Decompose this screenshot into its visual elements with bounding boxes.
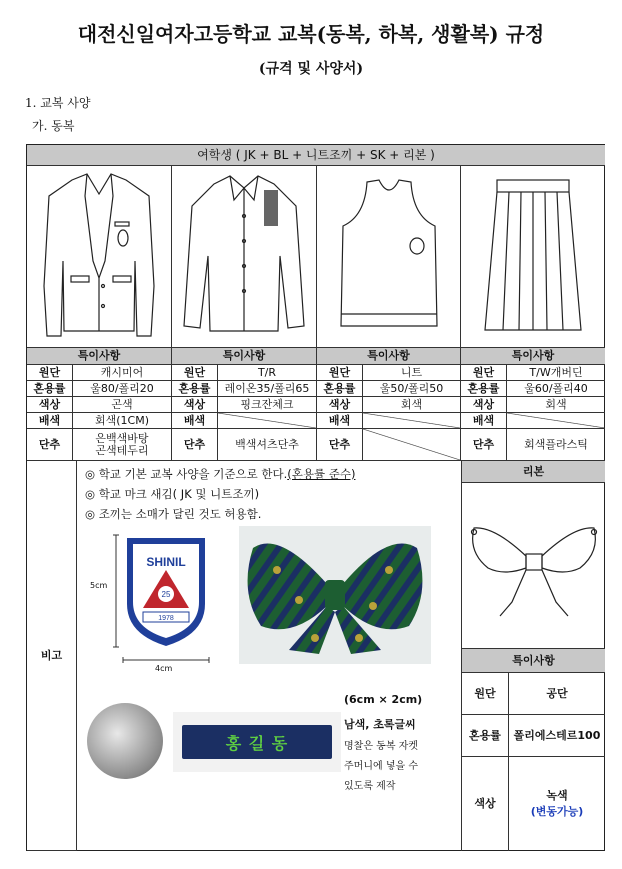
subsection-heading: 가. 동복 <box>32 119 75 133</box>
ribbon-spec-value-text: 공단 <box>546 686 568 700</box>
spec-label-blouse: 배색 <box>172 413 218 429</box>
spec-label-skirt: 혼용률 <box>461 381 507 397</box>
blouse-illustration <box>172 166 317 348</box>
spec-header-skirt: 특이사항 <box>461 348 605 365</box>
spec-value-blouse: 레이온35/폴리65 <box>218 381 317 397</box>
emblem-dimension-lines <box>109 531 219 671</box>
ribbon-spec-value-text: 폴리에스테르100 <box>513 728 601 742</box>
spec-value-skirt: 회색플라스틱 <box>507 429 605 461</box>
ribbon-spec-value <box>509 673 605 715</box>
spec-label-jacket: 단추 <box>27 429 73 461</box>
spec-value-blouse: 백색셔츠단추 <box>218 429 317 461</box>
spec-value-vest: 회색 <box>363 397 461 413</box>
spec-value-blouse: T/R <box>218 365 317 381</box>
spec-label-vest: 혼용률 <box>317 381 363 397</box>
ribbon-spec-label: 원단 <box>461 673 509 715</box>
spec-label-skirt: 색상 <box>461 397 507 413</box>
spec-value-jacket: 캐시미어 <box>73 365 172 381</box>
spec-label-jacket: 배색 <box>27 413 73 429</box>
note-1-text: ◎ 학교 기본 교복 사양을 기준으로 한다. <box>85 467 288 481</box>
spec-label-skirt: 원단 <box>461 365 507 381</box>
spec-value-vest: 니트 <box>363 365 461 381</box>
spec-label-skirt: 단추 <box>461 429 507 461</box>
spec-value-vest: 울50/폴리50 <box>363 381 461 397</box>
vest-illustration <box>317 166 461 348</box>
spec-label-jacket: 색상 <box>27 397 73 413</box>
school-badge-photo <box>87 703 163 779</box>
emblem-width-label: 4cm <box>155 664 173 673</box>
skirt-illustration <box>461 166 605 348</box>
uniform-spec-table <box>26 144 605 851</box>
emblem-number: 25 <box>161 590 171 599</box>
spec-label-blouse: 혼용률 <box>172 381 218 397</box>
note-3: ◎ 조끼는 소매가 달린 것도 허용함. <box>85 507 262 521</box>
ribbon-spec-label: 색상 <box>461 757 509 851</box>
spec-value-vest <box>363 429 461 461</box>
spec-label-vest: 원단 <box>317 365 363 381</box>
remarks-label: 비고 <box>27 461 77 851</box>
spec-value-skirt: T/W개버딘 <box>507 365 605 381</box>
emblem-year: 1978 <box>158 615 174 622</box>
spec-header-jacket: 특이사항 <box>27 348 172 365</box>
ribbon-spec-value <box>509 715 605 757</box>
spec-label-vest: 단추 <box>317 429 363 461</box>
note-2: ◎ 학교 마크 새김( JK 및 니트조끼) <box>85 487 260 501</box>
nametag-desc-3: 있도록 제작 <box>344 781 396 792</box>
ribbon-spec-value <box>509 757 605 851</box>
emblem-text: SHINIL <box>146 555 186 569</box>
spec-label-blouse: 색상 <box>172 397 218 413</box>
spec-value-jacket: 회색(1CM) <box>73 413 172 429</box>
nametag-sample <box>173 712 341 772</box>
ribbon-color-note: (변동가능) <box>530 805 584 818</box>
note-1 <box>85 466 355 482</box>
emblem-height-label: 5cm <box>90 581 108 590</box>
jacket-illustration <box>27 166 172 348</box>
spec-value-jacket: 은백색바탕 곤색테두리 <box>73 429 172 461</box>
spec-value-vest <box>363 413 461 429</box>
spec-label-skirt: 배색 <box>461 413 507 429</box>
spec-header-vest: 특이사항 <box>317 348 461 365</box>
table-banner: 여학생 ( JK + BL + 니트조끼 + SK + 리본 ) <box>27 145 605 166</box>
ribbon-spec-value-text: 녹색 <box>546 789 568 802</box>
spec-value-jacket: 곤색 <box>73 397 172 413</box>
nametag-desc-2: 주머니에 넣을 수 <box>344 761 418 772</box>
section-heading: 1. 교복 사양 <box>25 96 91 110</box>
spec-label-blouse: 단추 <box>172 429 218 461</box>
nametag-size: (6cm × 2cm) <box>344 693 423 706</box>
spec-header-blouse: 특이사항 <box>172 348 317 365</box>
page-subtitle: (규격 및 사양서) <box>258 61 364 77</box>
note-1-emphasis: (혼용률 준수) <box>287 467 356 481</box>
spec-label-jacket: 혼용률 <box>27 381 73 397</box>
ribbon-photo <box>239 526 431 664</box>
ribbon-spec-label: 혼용률 <box>461 715 509 757</box>
ribbon-spec-header: 특이사항 <box>461 649 605 673</box>
spec-label-jacket: 원단 <box>27 365 73 381</box>
spec-value-skirt <box>507 413 605 429</box>
spec-value-blouse: 핑크잔체크 <box>218 397 317 413</box>
page-title: 대전신일여자고등학교 교복(동복, 하복, 생활복) 규정 <box>77 22 545 46</box>
spec-value-skirt: 회색 <box>507 397 605 413</box>
spec-value-jacket: 울80/폴리20 <box>73 381 172 397</box>
spec-label-blouse: 원단 <box>172 365 218 381</box>
ribbon-header: 리본 <box>461 461 605 483</box>
spec-value-blouse <box>218 413 317 429</box>
nametag-color: 남색, 초록글씨 <box>344 718 416 731</box>
spec-label-vest: 색상 <box>317 397 363 413</box>
nametag-desc-1: 명찰은 동복 자켓 <box>344 741 418 752</box>
spec-value-skirt: 울60/폴리40 <box>507 381 605 397</box>
nametag-text: 홍 길 동 <box>225 733 289 753</box>
ribbon-illustration <box>461 483 605 649</box>
spec-label-vest: 배색 <box>317 413 363 429</box>
